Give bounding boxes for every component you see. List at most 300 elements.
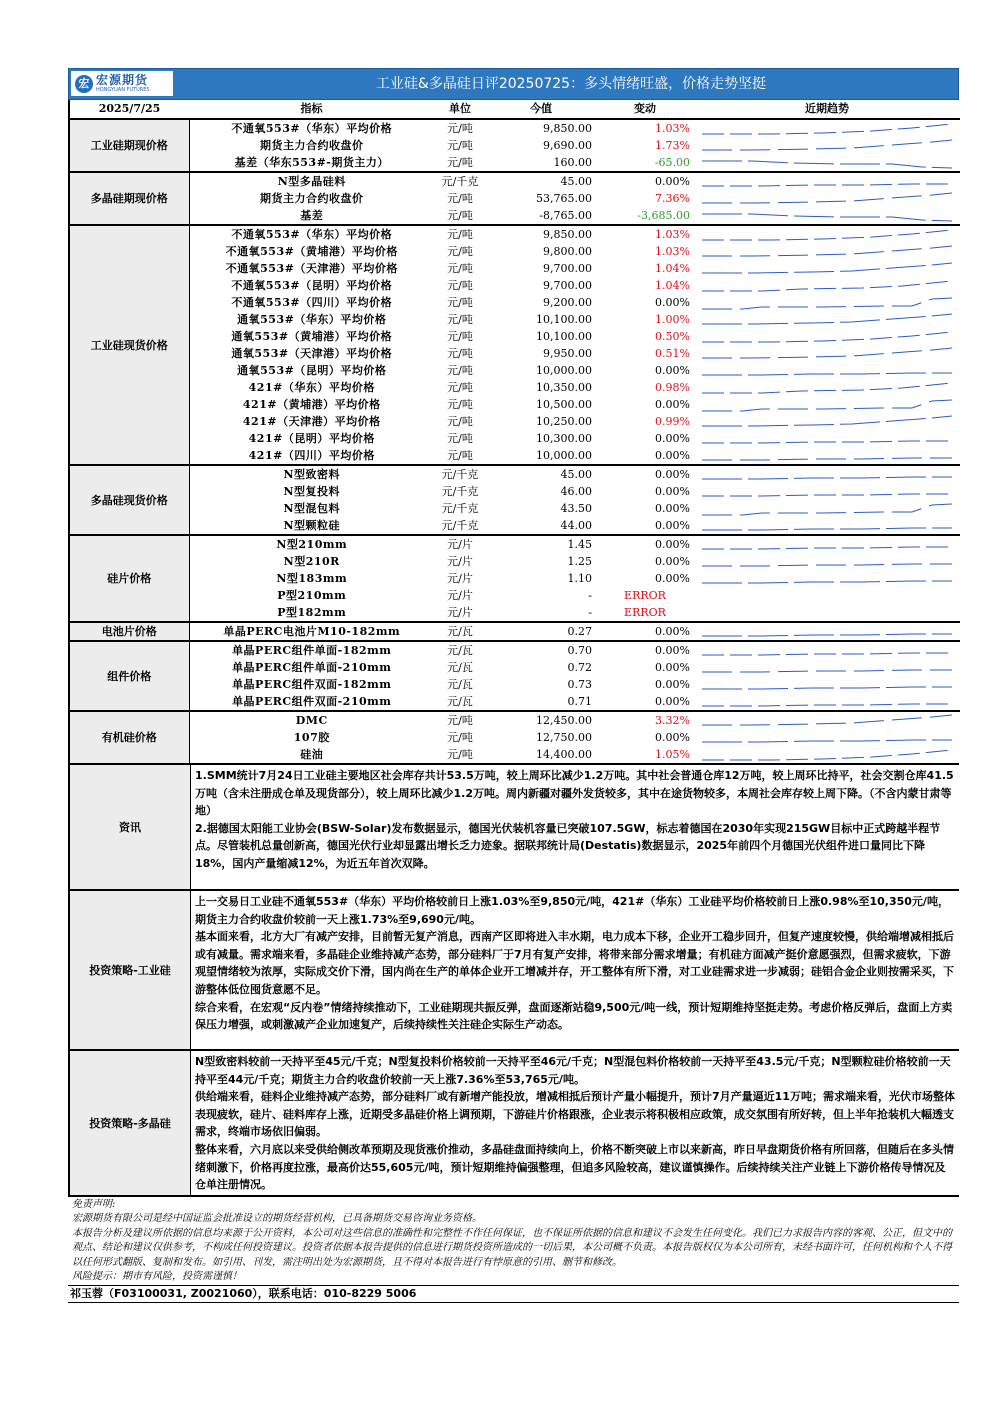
value-cell: 9,700.00 (543, 279, 592, 292)
sparkline-cell (694, 676, 960, 693)
sparkline (702, 518, 952, 534)
sparkline-path (702, 281, 952, 291)
sparkline-cell (694, 430, 960, 447)
sparkline (702, 397, 952, 413)
table-row (69, 190, 960, 207)
sparkline (702, 643, 952, 659)
strategy-si-body (191, 891, 959, 1049)
category-label: 多晶硅期现价格 (69, 172, 189, 225)
report-banner (68, 68, 959, 100)
unit-cell: 元/片 (434, 535, 486, 553)
table-row (69, 676, 960, 693)
indicator-cell: 107胶 (293, 731, 330, 744)
unit-cell: 元/千克 (441, 519, 479, 532)
change-cell: 1.05% (655, 748, 690, 761)
sparkline-path (702, 124, 952, 134)
indicator-cell: 通氧553#（华东）平均价格 (237, 313, 387, 326)
change-cell: 0.00% (655, 296, 690, 309)
sparkline-cell (694, 379, 960, 396)
table-row (69, 328, 960, 345)
table-row (69, 447, 960, 465)
table-row (69, 277, 960, 294)
sparkline (702, 537, 952, 553)
sparkline-cell (694, 570, 960, 587)
sparkline-cell (694, 243, 960, 260)
unit-cell: 元/吨 (447, 296, 473, 309)
strategy-si-label: 投资策略-工业硅 (68, 891, 191, 1049)
unit-cell: 元/吨 (447, 364, 473, 377)
table-row (69, 483, 960, 500)
value-cell: 0.27 (486, 622, 596, 641)
disclaimer-title: 免责声明: (72, 1199, 116, 1210)
unit-cell: 元/吨 (447, 192, 473, 205)
sparkline (702, 554, 952, 570)
category-label: 有机硅价格 (69, 711, 189, 763)
sparkline (702, 312, 952, 328)
unit-cell: 元/吨 (447, 209, 473, 222)
sparkline (702, 278, 952, 294)
indicator-cell: 不通氧553#（华东）平均价格 (189, 225, 434, 243)
change-cell: 0.00% (655, 502, 690, 515)
change-cell: 0.00% (596, 641, 694, 659)
sparkline-path (702, 298, 952, 309)
table-row (69, 260, 960, 277)
change-cell: 0.00% (655, 661, 690, 674)
sparkline (702, 191, 952, 207)
indicator-cell: 期货主力合约收盘价 (260, 139, 364, 152)
sparkline (702, 448, 952, 464)
sparkline-cell (694, 413, 960, 430)
strategy-paragraph: 上一交易日工业硅不通氧553#（华东）平均价格较前日上涨1.03%至9,850元/吨，421#（华东）工业硅平均价格较前日上涨0.98%至10,350元/吨，期货主力合约收盘价较前一天上涨1.73%至9,690元/吨。 (195, 895, 949, 926)
sparkline-path (702, 441, 952, 443)
category-label: 多晶硅现货价格 (69, 465, 189, 535)
value-cell: 0.71 (567, 695, 592, 708)
change-cell: 1.00% (655, 313, 690, 326)
sparkline-path (702, 400, 952, 411)
sparkline-cell (694, 746, 960, 763)
sparkline-path (702, 332, 952, 342)
strategy-poly-label: 投资策略-多晶硅 (68, 1051, 191, 1195)
company-logo (71, 71, 173, 96)
change-cell: 0.51% (655, 347, 690, 360)
value-cell: 10,000.00 (536, 364, 592, 377)
sparkline-cell (694, 294, 960, 311)
sparkline-path (702, 547, 952, 549)
unit-cell: 元/吨 (434, 711, 486, 729)
sparkline-cell (694, 137, 960, 154)
sparkline-cell (694, 587, 960, 604)
sparkline (702, 295, 952, 311)
sparkline (702, 261, 952, 277)
change-cell: 0.98% (655, 381, 690, 394)
sparkline-path (702, 740, 952, 742)
unit-cell: 元/瓦 (447, 695, 473, 708)
table-row (69, 137, 960, 154)
table-row (69, 587, 960, 604)
sparkline-path (702, 715, 952, 725)
sparkline (702, 121, 952, 137)
disclaimer (68, 1195, 959, 1285)
value-cell: 45.00 (486, 172, 596, 190)
indicator-cell: 通氧553#（天津港）平均价格 (231, 347, 393, 360)
change-cell: 0.00% (596, 172, 694, 190)
table-row (69, 154, 960, 172)
sparkline-cell (694, 553, 960, 570)
logo-name-en: HONGYUAN FUTURES (96, 87, 150, 93)
col-unit: 单位 (434, 100, 486, 119)
sparkline-cell (694, 500, 960, 517)
unit-cell: 元/吨 (447, 748, 473, 761)
change-cell: 0.00% (655, 449, 690, 462)
unit-cell: 元/吨 (447, 347, 473, 360)
sparkline-path (702, 230, 952, 240)
indicator-cell: 单晶PERC组件单面-210mm (232, 661, 392, 674)
sparkline-cell (694, 535, 960, 553)
value-cell: 1.45 (486, 535, 596, 553)
table-row (69, 641, 960, 659)
value-cell: 9,850.00 (486, 225, 596, 243)
unit-cell: 元/吨 (447, 139, 473, 152)
indicator-cell: 单晶PERC组件双面-182mm (232, 678, 392, 691)
unit-cell: 元/吨 (447, 731, 473, 744)
table-row (69, 430, 960, 447)
indicator-cell: 421#（天津港）平均价格 (242, 415, 381, 428)
sparkline-path (702, 214, 952, 221)
unit-cell: 元/千克 (434, 465, 486, 483)
indicator-cell: 基差 (300, 209, 324, 222)
unit-cell: 元/片 (447, 572, 473, 585)
value-cell: 10,350.00 (536, 381, 592, 394)
strategy-paragraph: N型致密料较前一天持平至45元/千克；N型复投料价格较前一天持平至46元/千克；N型混包料价格较前一天持平至43.5元/千克；N型颗粒硅价格较前一天持平至44元/千克；期货主力合约收盘价较前一天上涨7.36%至53,765元/吨。 (195, 1055, 951, 1086)
indicator-cell: 不通氧553#（天津港）平均价格 (225, 262, 398, 275)
change-cell: 1.03% (655, 245, 690, 258)
unit-cell: 元/吨 (434, 119, 486, 137)
change-cell: -3,685.00 (637, 209, 690, 222)
category-label: 组件价格 (69, 641, 189, 711)
indicator-cell: 421#（昆明）平均价格 (248, 432, 375, 445)
indicator-cell: N型210mm (189, 535, 434, 553)
sparkline (702, 227, 952, 243)
sparkline-cell (694, 447, 960, 465)
sparkline-cell (694, 311, 960, 328)
sparkline-path (702, 504, 952, 515)
table-row (69, 294, 960, 311)
indicator-cell: N型致密料 (189, 465, 434, 483)
table-row (69, 172, 960, 190)
disclaimer-line: 本报告分析及建议所依据的信息均来源于公开资料，本公司对这些信息的准确性和完整性不作任何保证，也不保证所依据的信息和建议不会发生任何变化。我们已力求报告内容的客观、公正，但文中的观点、结论和建议仅供参考，不构成任何投资建议。投资者依据本报告提供的信息进行期货投资所造成的一切后果，本公司概不负责。本报告版权仅为本公司所有，未经书面许可，任何机构和个人不得以任何形式翻版、复制和发布。如引用、刊发，需注明出处为宏源期货，且不得对本报告进行有悖原意的引用、删节和修改。 (72, 1227, 952, 1268)
category-label: 电池片价格 (69, 622, 189, 641)
indicator-cell: N型混包料 (283, 502, 341, 515)
sparkline-cell (694, 277, 960, 294)
value-cell: 0.70 (486, 641, 596, 659)
unit-cell: 元/片 (447, 589, 473, 602)
table-row (69, 500, 960, 517)
sparkline-path (702, 184, 952, 186)
sparkline (702, 730, 952, 746)
indicator-cell: 421#（华东）平均价格 (248, 381, 375, 394)
indicator-cell: 不通氧553#（华东）平均价格 (189, 119, 434, 137)
category-label: 工业硅现货价格 (69, 225, 189, 465)
sparkline (702, 501, 952, 517)
indicator-cell: P型210mm (277, 589, 347, 602)
sparkline-path (702, 416, 952, 426)
sparkline-path (702, 383, 952, 393)
sparkline (702, 244, 952, 260)
table-row (69, 622, 960, 641)
indicator-cell: N型复投料 (283, 485, 341, 498)
unit-cell: 元/吨 (447, 279, 473, 292)
unit-cell: 元/吨 (447, 398, 473, 411)
indicator-cell: 通氧553#（黄埔港）平均价格 (231, 330, 393, 343)
sparkline-cell (694, 328, 960, 345)
table-row (69, 746, 960, 763)
sparkline (702, 155, 952, 171)
sparkline-cell (694, 693, 960, 711)
value-cell: - (588, 589, 592, 602)
sparkline-path (702, 193, 952, 203)
unit-cell: 元/吨 (447, 449, 473, 462)
sparkline (702, 208, 952, 224)
value-cell: 10,250.00 (536, 415, 592, 428)
change-cell: 0.00% (655, 731, 690, 744)
category-label: 工业硅期现价格 (69, 119, 189, 172)
value-cell: 12,450.00 (486, 711, 596, 729)
disclaimer-line: 风险提示：期市有风险，投资需谨慎！ (72, 1271, 242, 1283)
unit-cell: 元/吨 (447, 415, 473, 428)
sparkline-path (702, 477, 952, 479)
indicator-cell: 单晶PERC组件双面-210mm (232, 695, 392, 708)
sparkline-path (702, 687, 952, 689)
sparkline-cell (694, 225, 960, 243)
sparkline (702, 694, 952, 710)
value-cell: 9,800.00 (543, 245, 592, 258)
value-cell: -8,765.00 (539, 209, 592, 222)
change-cell: 1.04% (655, 262, 690, 275)
sparkline-path (702, 750, 952, 760)
sparkline-cell (694, 711, 960, 729)
unit-cell: 元/千克 (434, 172, 486, 190)
unit-cell: 元/千克 (441, 502, 479, 515)
unit-cell: 元/吨 (434, 225, 486, 243)
sparkline (702, 380, 952, 396)
sparkline-cell (694, 641, 960, 659)
table-row (69, 517, 960, 535)
unit-cell: 元/瓦 (447, 661, 473, 674)
sparkline-cell (694, 604, 960, 622)
sparkline-path (702, 653, 952, 655)
sparkline-cell (694, 396, 960, 413)
change-cell: 0.00% (655, 555, 690, 568)
report-sheet (68, 68, 959, 1303)
strategy-poly-body (191, 1051, 959, 1195)
unit-cell: 元/吨 (447, 245, 473, 258)
change-cell: 0.00% (655, 485, 690, 498)
logo-name-cn: 宏源期货 (96, 73, 149, 87)
strategy-paragraph: 综合来看，在宏观“反内卷”情绪持续推动下，工业硅期现共振反弹，盘面逐渐站稳9,500元/吨一线，预计短期维持坚挺走势。考虑价格反弹后，盘面上方卖保压力增强，或刺激减产企业加速复产，后续持续性关注硅企实际生产动态。 (195, 1000, 953, 1032)
table-row (69, 119, 960, 137)
news-section (68, 763, 959, 889)
change-cell: 7.36% (655, 192, 690, 205)
sparkline (702, 174, 952, 190)
sparkline (702, 414, 952, 430)
value-cell: 12,750.00 (536, 731, 592, 744)
value-cell: 10,000.00 (536, 449, 592, 462)
value-cell: 43.50 (560, 502, 592, 515)
unit-cell: 元/吨 (447, 313, 473, 326)
sparkline-cell (694, 260, 960, 277)
sparkline-cell (694, 119, 960, 137)
table-row (69, 379, 960, 396)
sparkline (702, 363, 952, 379)
value-cell: 0.72 (567, 661, 592, 674)
value-cell: 0.73 (567, 678, 592, 691)
table-row (69, 396, 960, 413)
indicator-cell: 基差（华东553#-期货主力） (234, 156, 389, 169)
change-cell: 0.00% (596, 622, 694, 641)
sparkline-path (702, 246, 952, 256)
sparkline-path (702, 528, 952, 530)
table-row (69, 345, 960, 362)
sparkline (702, 484, 952, 500)
value-cell: 46.00 (560, 485, 592, 498)
change-cell: ERROR (624, 606, 666, 619)
value-cell: 10,100.00 (536, 330, 592, 343)
indicator-cell: 不通氧553#（四川）平均价格 (231, 296, 393, 309)
value-cell: 10,300.00 (536, 432, 592, 445)
news-paragraph: 2.据德国太阳能工业协会(BSW-Solar)发布数据显示，德国光伏装机容量已突破107.5GW，标志着德国在2030年实现215GW目标中正式跨越半程节点。尽管装机总量创新高，德国光伏行业却显露出增长乏力迹象。据联邦统计局(Destatis)数据显示，2025年前四个月德国光伏组件进口量同比下降18%，国内产量缩减12%，为近五年首次双降。 (195, 821, 941, 870)
sparkline-cell (694, 622, 960, 641)
analyst-contact: 祁玉蓉（F03100031, Z0021060），联系电话：010-8229 5006 (68, 1285, 959, 1303)
table-row (69, 225, 960, 243)
unit-cell: 元/瓦 (447, 678, 473, 691)
unit-cell: 元/吨 (447, 381, 473, 394)
indicator-cell: 421#（四川）平均价格 (248, 449, 375, 462)
table-row (69, 413, 960, 430)
indicator-cell: N型多晶硅料 (189, 172, 434, 190)
sparkline (702, 624, 952, 640)
value-cell: 53,765.00 (536, 192, 592, 205)
report-title: 工业硅&多晶硅日评20250725：多头情绪旺盛，价格走势坚挺 (375, 76, 767, 92)
sparkline (702, 138, 952, 154)
value-cell: 9,700.00 (543, 262, 592, 275)
indicator-cell: 不通氧553#（昆明）平均价格 (231, 279, 393, 292)
sparkline (702, 747, 952, 763)
table-row (69, 693, 960, 711)
sparkline-cell (694, 190, 960, 207)
value-cell: - (588, 606, 592, 619)
price-table (68, 100, 960, 763)
change-cell: 0.00% (655, 519, 690, 532)
col-change: 变动 (596, 100, 694, 119)
table-row (69, 711, 960, 729)
strategy-paragraph: 供给端来看，硅料企业维持减产态势，部分硅料厂或有新增产能投放，增减相抵后预计产量小幅提升，预计7月产量逼近11万吨；需求端来看，光伏市场整体表现疲软，硅片、硅料库存上涨，近期受多晶硅价格上调预期，下游硅片价格跟涨，企业表示将积极相应政策，成交氛围有所好转，但上半年抢装机大幅透支需求，终端市场依旧偏弱。 (195, 1090, 955, 1139)
change-cell: -65.00 (654, 156, 690, 169)
sparkline-cell (694, 345, 960, 362)
value-cell: 1.10 (567, 572, 592, 585)
strategy-paragraph: 基本面来看，北方大厂有减产安排，目前暂无复产消息，西南产区即将进入丰水期，电力成本下移，企业开工稳步回升，但复产速度较慢，供给端增减相抵后或有减量。需求端来看，多晶硅企业维持减产态势，部分硅料厂于7月有复产安排，将带来部分需求增量；有机硅方面减产挺价意愿强烈，但需求疲软，下游观望情绪较为浓厚，实际成交价下滑，国内尚在生产的单体企业开工增减并存，开工整体有所下滑，对工业硅需求进一步减弱；硅铝合金企业则按需采买，下游整体低位囤货意愿不足。 (195, 930, 954, 996)
strategy-si-section (68, 889, 959, 1049)
logo-icon: 宏 (75, 75, 93, 93)
indicator-cell: 421#（黄埔港）平均价格 (242, 398, 381, 411)
unit-cell: 元/瓦 (434, 641, 486, 659)
table-body (69, 119, 960, 763)
sparkline-path (702, 581, 952, 583)
sparkline-cell (694, 659, 960, 676)
sparkline (702, 660, 952, 676)
news-paragraph: 1.SMM统计7月24日工业硅主要地区社会库存共计53.5万吨，较上周环比减少1.2万吨。其中社会普通仓库12万吨，较上周环比持平，社会交割仓库41.5万吨（含未注册成仓单及现货部分），较上周环比减少1.2万吨。周内新疆对疆外发货较多，其中在途货物较多，本周社会库存较上周下降。（不含内蒙甘肃等地） (195, 769, 954, 818)
sparkline-cell (694, 465, 960, 483)
sparkline-path (702, 263, 952, 273)
sparkline-path (702, 458, 952, 460)
change-cell: ERROR (624, 589, 666, 602)
unit-cell: 元/瓦 (434, 622, 486, 641)
news-body (191, 765, 959, 889)
unit-cell: 元/片 (447, 606, 473, 619)
change-cell: 0.00% (655, 364, 690, 377)
table-row (69, 553, 960, 570)
sparkline (702, 329, 952, 345)
change-cell: 0.00% (655, 572, 690, 585)
table-row (69, 659, 960, 676)
strategy-paragraph: 整体来看，六月底以来受供给侧改革预期及现货涨价推动，多晶硅盘面持续向上，价格不断突破上市以来新高，昨日早盘期货价格有所回落，但随后在多头情绪刺激下，价格再度拉涨，最高价达55,605元/吨，预计短期维持偏强整理，但追多风险较高，建议谨慎操作。后续持续关注产业链上下游价格传导情况及仓单注册情况。 (195, 1142, 954, 1192)
value-cell: 44.00 (560, 519, 592, 532)
sparkline-path (702, 140, 952, 150)
table-row (69, 604, 960, 622)
table-row (69, 729, 960, 746)
sparkline-path (702, 314, 952, 324)
unit-cell: 元/吨 (447, 330, 473, 343)
indicator-cell: DMC (189, 711, 434, 729)
change-cell: 0.00% (655, 678, 690, 691)
change-cell: 0.99% (655, 415, 690, 428)
col-trend: 近期趋势 (694, 100, 960, 119)
change-cell: 0.00% (655, 695, 690, 708)
value-cell: 9,850.00 (486, 119, 596, 137)
value-cell: 45.00 (486, 465, 596, 483)
sparkline (702, 571, 952, 587)
change-cell: 0.00% (655, 432, 690, 445)
table-row (69, 362, 960, 379)
value-cell: 10,500.00 (536, 398, 592, 411)
sparkline-cell (694, 207, 960, 225)
sparkline (702, 467, 952, 483)
sparkline-cell (694, 362, 960, 379)
sparkline-cell (694, 483, 960, 500)
indicator-cell: 期货主力合约收盘价 (260, 192, 364, 205)
value-cell: 9,950.00 (543, 347, 592, 360)
indicator-cell: 单晶PERC组件单面-182mm (189, 641, 434, 659)
change-cell: 0.00% (596, 465, 694, 483)
sparkline-path (702, 634, 952, 636)
sparkline-path (702, 348, 952, 358)
indicator-cell: 通氧553#（昆明）平均价格 (237, 364, 387, 377)
sparkline-path (702, 373, 952, 375)
sparkline-path (702, 161, 952, 168)
unit-cell: 元/吨 (447, 156, 473, 169)
sparkline-cell (694, 172, 960, 190)
sparkline (702, 346, 952, 362)
value-cell: 10,100.00 (536, 313, 592, 326)
value-cell: 14,400.00 (536, 748, 592, 761)
change-cell: 0.00% (655, 398, 690, 411)
sparkline (702, 677, 952, 693)
change-cell: 3.32% (596, 711, 694, 729)
table-row (69, 570, 960, 587)
unit-cell: 元/吨 (447, 432, 473, 445)
table-row (69, 311, 960, 328)
change-cell: 0.50% (655, 330, 690, 343)
sparkline-cell (694, 517, 960, 535)
